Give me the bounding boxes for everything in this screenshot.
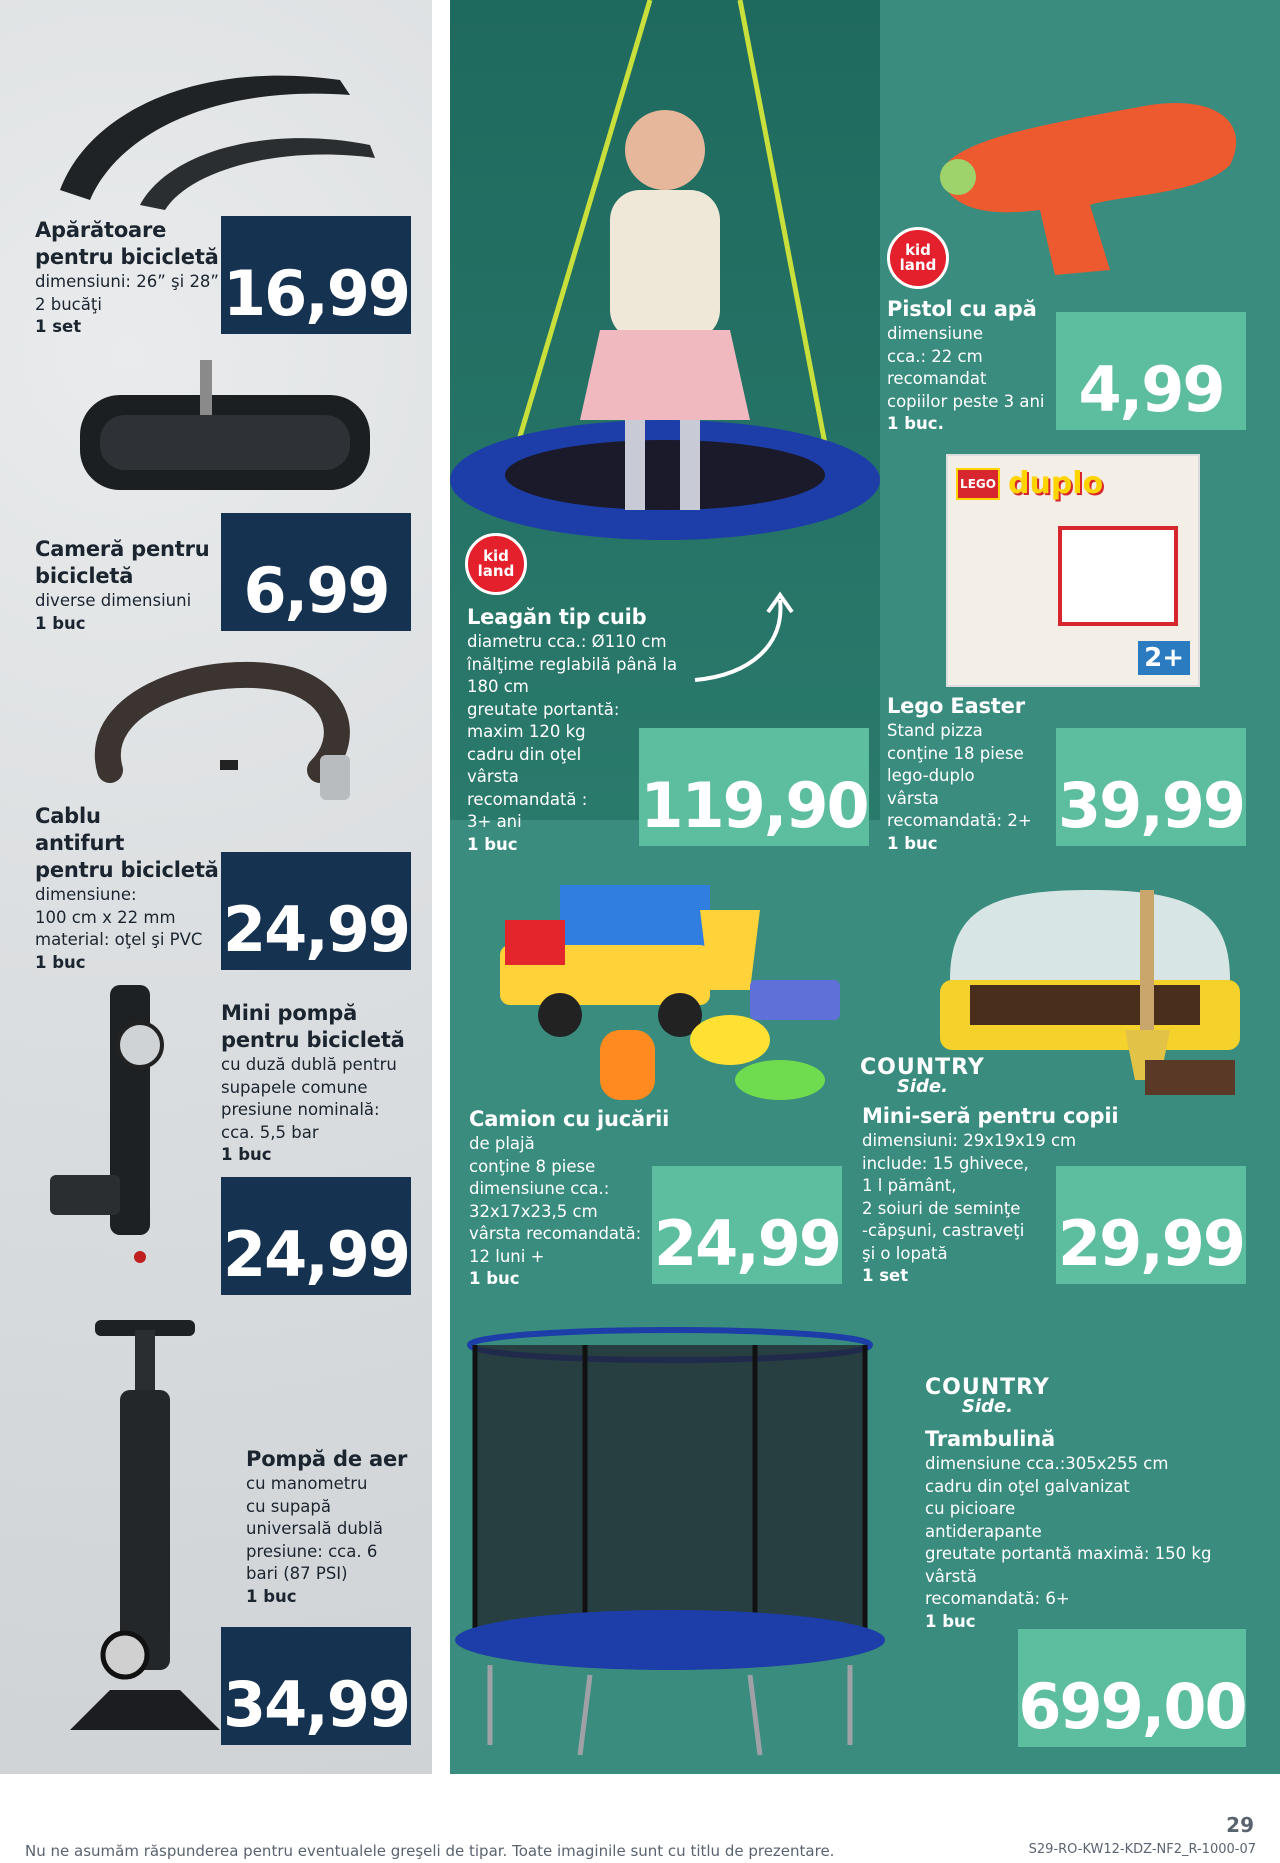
lego-age-badge: 2+	[1138, 641, 1190, 675]
duplo-logo: duplo	[1008, 466, 1104, 501]
product-desc: recomandată: 6+	[925, 1589, 1070, 1608]
product-desc: vârstă	[925, 1566, 977, 1586]
inner-tube-image	[80, 355, 375, 505]
product-desc: recomandată :	[467, 789, 588, 809]
mudguards-image	[50, 40, 380, 210]
product-name: Pompă de aer	[246, 1447, 408, 1471]
price-tag-pistol: 4,99	[1056, 312, 1246, 430]
page-number: 29	[1226, 1813, 1254, 1837]
price-tag-lego: 39,99	[1056, 728, 1246, 846]
product-name-l2: antifurt	[35, 831, 125, 855]
product-unit: 1 buc.	[887, 414, 944, 433]
product-pompa-aer	[246, 1446, 407, 1608]
product-desc: antiderapante	[925, 1521, 1042, 1541]
product-unit: 1 buc	[35, 613, 86, 633]
product-desc: Stand pizza	[887, 721, 983, 740]
price-tag-camion: 24,99	[652, 1166, 842, 1284]
product-desc: maxim 120 kg	[467, 722, 586, 741]
product-name: Lego Easter	[887, 694, 1025, 718]
product-desc: dimensiune	[887, 324, 983, 343]
product-desc: 180 cm	[467, 677, 529, 696]
product-aparatoare	[35, 217, 219, 339]
product-name: Leagăn tip cuib	[467, 605, 647, 629]
footer-disclaimer: Nu ne asumăm răspunderea pentru eventualele greşeli de tipar. Toate imaginile sunt cu titlu de prezentare.	[25, 1842, 835, 1860]
product-desc: recomandat	[887, 369, 987, 388]
left-panel-bicycle-accessories	[0, 0, 432, 1774]
product-desc: cu manometru	[246, 1474, 368, 1493]
product-pistol	[887, 296, 1045, 436]
product-desc: presiune: cca. 6	[246, 1541, 378, 1561]
kidland-logo: kid land	[465, 533, 527, 595]
product-name-l2: pentru bicicletă	[35, 245, 219, 269]
product-desc: 12 luni +	[469, 1246, 545, 1266]
product-name-l1: Mini pompă	[221, 1001, 358, 1025]
product-name-l1: Cameră pentru	[35, 537, 210, 561]
product-desc: cu supapă	[246, 1496, 331, 1516]
product-desc: conţine 8 piese	[469, 1156, 596, 1176]
country-side-line1: COUNTRY	[860, 1055, 985, 1080]
product-desc: presiune nominală:	[221, 1100, 380, 1119]
product-desc: 3+ ani	[467, 812, 522, 831]
product-name-l3: pentru bicicletă	[35, 858, 219, 882]
product-desc: cca.: 22 cm	[887, 346, 983, 366]
price-tag-aparatoare: 16,99	[221, 216, 411, 334]
product-name-l1: Cablu	[35, 804, 101, 828]
product-desc: vârsta recomandată:	[469, 1224, 642, 1243]
country-side-logo	[925, 1375, 1050, 1417]
product-desc: copiilor peste 3 ani	[887, 391, 1045, 411]
product-desc: dimensiune cca.:305x255 cm	[925, 1454, 1169, 1473]
page-code: S29-RO-KW12-KDZ-NF2_R-1000-07	[1028, 1842, 1256, 1857]
product-desc: diametru cca.: Ø110 cm	[467, 632, 667, 651]
product-desc: recomandată: 2+	[887, 811, 1032, 830]
product-desc: material: oţel şi PVC	[35, 930, 203, 949]
country-side-line2: Side.	[896, 1076, 948, 1097]
product-desc: înălţime reglabilă până la	[467, 654, 678, 674]
country-side-logo	[860, 1055, 985, 1097]
product-desc: universală dublă	[246, 1519, 383, 1538]
product-desc: bari (87 PSI)	[246, 1564, 348, 1583]
country-side-line1: COUNTRY	[925, 1375, 1050, 1400]
price-tag-camera: 6,99	[221, 513, 411, 631]
price-tag-pompa-aer: 34,99	[221, 1627, 411, 1745]
nest-swing-photo	[450, 0, 880, 560]
price-tag-trambulina: 699,00	[1018, 1629, 1246, 1747]
country-side-line2: Side.	[961, 1396, 1013, 1417]
floor-pump-image	[60, 1310, 230, 1750]
product-desc: cu picioare	[925, 1499, 1016, 1518]
product-unit: 1 buc	[925, 1611, 976, 1631]
product-desc: cadru din oţel	[467, 744, 582, 764]
product-desc: dimensiuni: 26” şi 28”	[35, 272, 219, 291]
product-unit: 1 buc	[469, 1269, 520, 1288]
product-unit: 1 buc	[35, 952, 86, 972]
beach-truck-toys-image	[490, 850, 860, 1120]
trampoline-image	[450, 1325, 890, 1765]
lego-box-image	[946, 454, 1200, 687]
product-lego	[887, 693, 1032, 855]
kidland-logo: kid land	[887, 227, 949, 289]
product-desc: include: 15 ghivece,	[862, 1153, 1029, 1173]
product-desc: cadru din oţel galvanizat	[925, 1476, 1130, 1496]
product-name: Camion cu jucării	[469, 1107, 670, 1131]
product-desc: -căpşuni, castraveţi	[862, 1221, 1025, 1240]
product-desc: greutate portantă maximă: 150 kg	[925, 1544, 1212, 1563]
product-name-l2: pentru bicicletă	[221, 1028, 405, 1052]
product-unit: 1 set	[862, 1266, 909, 1285]
product-unit: 1 buc	[246, 1586, 297, 1606]
product-minipompa	[221, 1000, 405, 1167]
product-desc: dimensiune:	[35, 885, 137, 904]
product-desc: şi o lopată	[862, 1243, 948, 1263]
product-unit: 1 buc	[467, 834, 518, 854]
product-name: Mini-seră pentru copii	[862, 1104, 1119, 1128]
product-desc: 2 soiuri de seminţe	[862, 1198, 1021, 1218]
product-desc: cca. 5,5 bar	[221, 1122, 319, 1142]
price-tag-minisera: 29,99	[1056, 1166, 1246, 1284]
product-unit: 1 set	[35, 317, 82, 336]
lego-logo: LEGO	[956, 468, 1000, 500]
product-camion	[469, 1106, 669, 1291]
product-desc: conţine 18 piese	[887, 743, 1024, 763]
cable-lock-image	[90, 660, 370, 820]
product-desc: 32x17x23,5 cm	[469, 1201, 598, 1221]
product-desc: 2 bucăţi	[35, 294, 102, 314]
product-unit: 1 buc	[221, 1145, 272, 1164]
product-name: Pistol cu apă	[887, 297, 1037, 321]
price-tag-cablu: 24,99	[221, 852, 411, 970]
product-unit: 1 buc	[887, 833, 938, 853]
curved-arrow-icon	[690, 590, 800, 690]
product-desc: vârsta	[887, 788, 939, 808]
product-desc: greutate portantă:	[467, 699, 620, 719]
water-gun-image	[920, 85, 1260, 285]
product-trambulina	[925, 1426, 1211, 1633]
product-desc: supapele comune	[221, 1077, 368, 1097]
right-panel-kids-outdoor	[450, 0, 1280, 1774]
product-desc: lego-duplo	[887, 766, 975, 785]
lego-stand-illustration	[1058, 526, 1178, 626]
product-desc: de plajă	[469, 1134, 535, 1153]
product-name-l2: bicicletă	[35, 564, 134, 588]
product-cablu	[35, 803, 219, 974]
product-desc: dimensiune cca.:	[469, 1179, 610, 1198]
product-name: Trambulină	[925, 1427, 1055, 1451]
product-desc: diverse dimensiuni	[35, 591, 192, 610]
product-name-l1: Apărătoare	[35, 218, 167, 242]
product-desc: 100 cm x 22 mm	[35, 907, 176, 927]
product-desc: 1 l pământ,	[862, 1176, 957, 1195]
mini-pump-image	[40, 975, 200, 1265]
price-tag-minipompa: 24,99	[221, 1177, 411, 1295]
product-desc: cu duză dublă pentru	[221, 1055, 397, 1074]
price-tag-leagan: 119,90	[639, 728, 869, 846]
product-camera	[35, 536, 210, 635]
product-desc: dimensiuni: 29x19x19 cm	[862, 1131, 1077, 1150]
product-desc: vârsta	[467, 767, 519, 786]
